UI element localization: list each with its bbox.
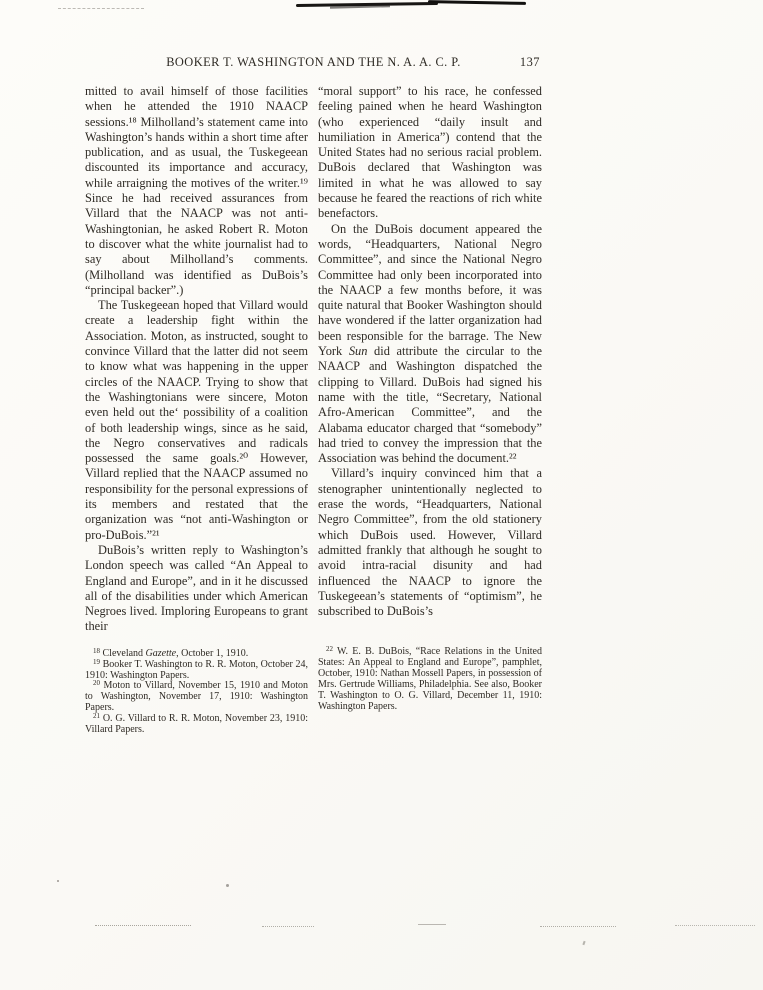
footnote-marker: 19 [93, 657, 100, 666]
body-paragraph: DuBois’s written reply to Washington’s London speech was called “An Appeal to England and Europe”, and in it he discussed all of the disabilities under which American Negroes lived. Imploring Europeans to grant their [85, 542, 308, 634]
scan-artifact [582, 941, 585, 945]
footnote-marker: 20 [93, 679, 100, 688]
right-column [318, 84, 542, 713]
footnote [85, 714, 308, 736]
body-paragraph: The Tuskegeean hoped that Villard would create a leadership fight within the Association. Moton, as instructed, sought to convince Villard that the latter did not seem to know what was happening in the upper circles of the NAACP. Trying to show that the Washingtonians were sincere, Moton even held out the‘ possibility of a coalition of both leadership wings, since as he said, the Negro conservatives and radicals possessed the same goals.²⁰ However, Villard replied that the NAACP assumed no responsibility for the personal expressions of its members and restated that the organization was “not anti-Washington or pro-DuBois.”²¹ [85, 298, 308, 542]
page-number: 137 [519, 55, 540, 69]
footnote-marker: 18 [93, 646, 100, 655]
body-text: did attribute the circular to the NAACP and Washington dispatched the clipping to Villard. DuBois had signed his name with the title, “Secretary, National Afro-American Committee”, and the Alabama educator charged that “somebody” had tried to convey the impression that the Association was behind the document.²² [318, 344, 542, 466]
footnotes-right [318, 647, 542, 712]
footnote-text: Cleveland [102, 647, 146, 659]
body-paragraph [318, 222, 542, 467]
footnote-text: O. G. Villard to R. R. Moton, November 23, 1910: Villard Papers. [85, 713, 308, 736]
scan-artifact [58, 8, 144, 9]
italic-text: Sun [348, 344, 368, 359]
running-title: BOOKER T. WASHINGTON AND THE N. A. A. C. P. [166, 55, 461, 69]
footnote-text: W. E. B. DuBois, “Race Relations in the United States: An Appeal to England and Europe”, pamphlet, October, 1910: Nathan Mossell Papers, in possession of Mrs. Gertrude Williams, Philadelphia. See also, Booker T. Washington to O. G. Villard, December 11, 1910: Washington Papers. [318, 646, 542, 712]
scan-artifact [57, 880, 59, 882]
scan-artifact [95, 925, 191, 926]
footnote [85, 657, 309, 682]
footnotes-left [85, 646, 309, 736]
body-paragraph: Villard’s inquiry convinced him that a stenographer unintentionally neglected to erase the words, “Headquarters, National Negro Committee”, from the old stationery which DuBois used. However, Villard admitted frankly that although he sought to avoid intra-racial disunity and had influenced the NAACP to ignore the Tuskegeean’s statements of “optimism”, he subscribed to DuBois’s [318, 466, 542, 619]
scan-artifact [428, 0, 526, 5]
body-text: On the DuBois document appeared the words, “Headquarters, National Negro Committee”, and since the National Negro Committee had only been incorporated into the NAACP a few months before, it was quite natural that Booker Washington should have wondered if the latter organization had been responsible for the barrage. The New York [318, 221, 542, 359]
scan-artifact [226, 884, 229, 887]
left-column [85, 84, 308, 736]
page-header [85, 55, 542, 70]
footnote-marker: 22 [326, 645, 333, 654]
footnote-text: , October 1, 1910. [176, 647, 249, 659]
body-paragraph: “moral support” to his race, he confessed feeling pained when he heard Washington (who experienced “daily insult and humiliation in America”) contend that the United States had no serious racial problem. DuBois declared that Washington was limited in what he was allowed to say because he feared the reactions of rich white benefactors. [318, 84, 542, 221]
scan-artifact [418, 924, 446, 925]
footnote [318, 647, 542, 712]
scan-artifact [330, 5, 390, 9]
scan-artifact [540, 926, 616, 927]
scan-artifact [262, 926, 314, 927]
footnote [85, 681, 308, 714]
scan-artifact [675, 925, 755, 926]
body-paragraph: mitted to avail himself of those facilities when he attended the 1910 NAACP sessions.¹⁸ Milholland’s statement came into Washington’s hands within a short time after publication, and as usual, the Tuskegeean discounted its importance and accuracy, while arraigning the motives of the writer.¹⁹ Since he had received assurances from Villard that the NAACP was not anti-Washingtonian, he asked Robert R. Moton to discover what the white journalist had to say about Milholland’s comments. (Milholland was identified as DuBois’s “principal backer”.) [85, 84, 308, 297]
italic-text: Gazette [145, 647, 177, 659]
footnote-text: Booker T. Washington to R. R. Moton, October 24, 1910: Washington Papers. [85, 658, 309, 681]
footnote-text: Moton to Villard, November 15, 1910 and Moton to Washington, November 17, 1910: Washington Papers. [85, 680, 309, 714]
scan-artifact [296, 2, 438, 7]
footnote-marker: 21 [93, 712, 100, 721]
